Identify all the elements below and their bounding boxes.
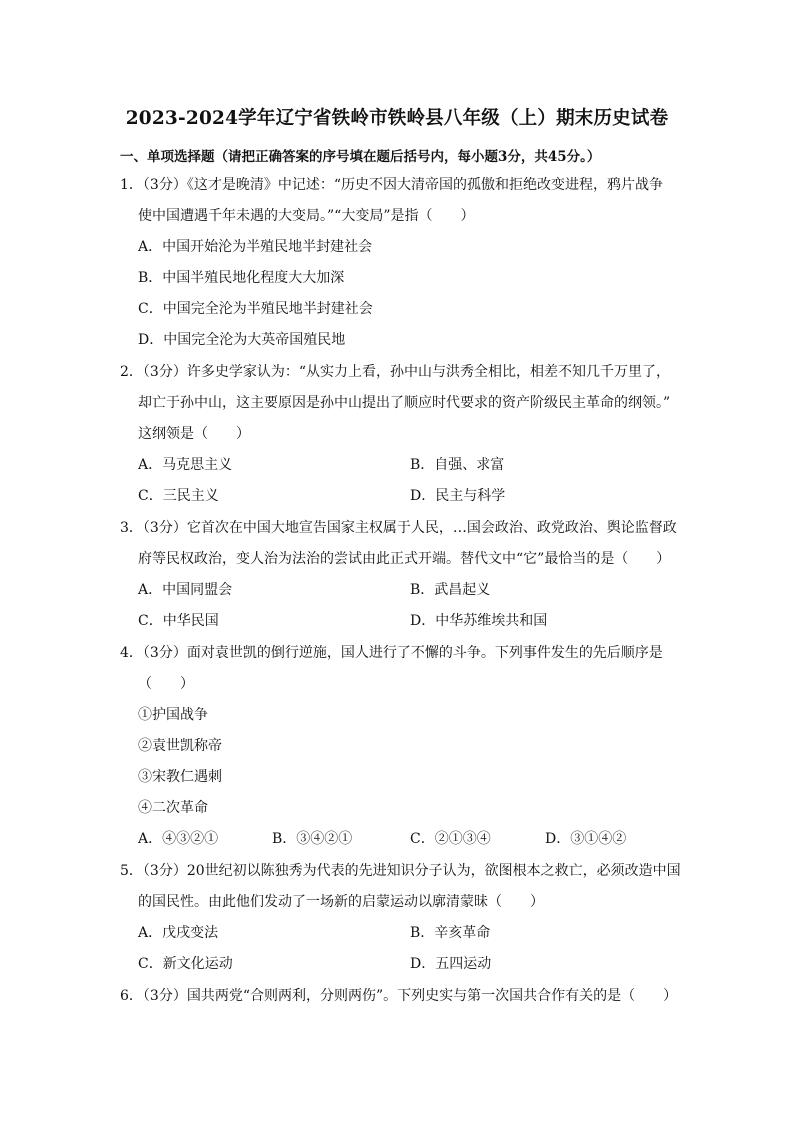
- question-2-line-2: 却亡于孙中山，这主要原因是孙中山提出了顺应时代要求的资产阶级民主革命的纲领。”: [138, 395, 671, 411]
- question-1-line-1: 1．（3分）《这才是晚清》中记述：“历史不因大清帝国的孤傲和拒绝改变进程，鸦片战争: [120, 177, 663, 193]
- question-5-option-a: A．戊戌变法: [138, 925, 219, 941]
- question-5-option-c: C．新文化运动: [138, 956, 233, 972]
- question-5-line-1: 5．（3分）20世纪初以陈独秀为代表的先进知识分子认为，欲图根本之救亡，必须改造中国: [120, 863, 681, 879]
- question-1-option-c: C．中国完全沦为半殖民地半封建社会: [138, 301, 373, 317]
- question-2-line-3: 这纲领是（ ）: [138, 426, 250, 442]
- section-heading: 一、单项选择题（请把正确答案的序号填在题后括号内，每小题3分，共45分。）: [120, 149, 601, 165]
- question-3-line-1: 3．（3分）它首次在中国大地宣告国家主权属于人民，…国会政治、政党政治、舆论监督政: [120, 520, 677, 536]
- question-4-option-a: A．④③②①: [138, 831, 219, 847]
- question-2-option-a: A．马克思主义: [138, 457, 233, 473]
- question-4-line-1: 4．（3分）面对袁世凯的倒行逆施，国人进行了不懈的斗争。下列事件发生的先后顺序是: [120, 645, 663, 661]
- question-5-option-d: D．五四运动: [410, 956, 492, 972]
- question-2-line-1: 2．（3分）许多史学家认为：“从实力上看，孙中山与洪秀全相比，相差不知几千万里了，: [120, 364, 670, 380]
- question-4-item-1: ①护国战争: [138, 707, 208, 723]
- question-1-line-2: 使中国遭遇千年未遇的大变局。”“大变局”是指（ ）: [138, 208, 475, 224]
- question-3-option-b: B．武昌起义: [410, 582, 491, 598]
- question-4-item-4: ④二次革命: [138, 800, 208, 816]
- exam-title: 2023-2024学年辽宁省铁岭市铁岭县八年级（上）期末历史试卷: [125, 108, 669, 129]
- question-3-option-a: A．中国同盟会: [138, 582, 233, 598]
- question-3-option-d: D．中华苏维埃共和国: [410, 613, 548, 629]
- question-4-item-2: ②袁世凯称帝: [138, 738, 222, 754]
- question-4-item-3: ③宋教仁遇刺: [138, 769, 222, 785]
- question-4-option-d: D．③①④②: [545, 831, 627, 847]
- question-5-option-b: B．辛亥革命: [410, 925, 491, 941]
- question-1-option-d: D．中国完全沦为大英帝国殖民地: [138, 332, 346, 348]
- question-2-option-d: D．民主与科学: [410, 488, 506, 504]
- question-6-line-1: 6．（3分）国共两党“合则两利，分则两伤”。下列史实与第一次国共合作有关的是（ ）: [120, 988, 678, 1004]
- question-2-option-b: B．自强、求富: [410, 457, 505, 473]
- question-3-option-c: C．中华民国: [138, 613, 219, 629]
- question-4-option-b: B．③④②①: [272, 831, 353, 847]
- question-4-option-c: C．②①③④: [410, 831, 491, 847]
- question-5-line-2: 的国民性。由此他们发动了一场新的启蒙运动以廓清蒙昧（ ）: [138, 894, 544, 910]
- question-3-line-2: 府等民权政治，变人治为法治的尝试由此正式开端。替代文中“它”最恰当的是（ ）: [138, 551, 671, 567]
- question-1-option-b: B．中国半殖民地化程度大大加深: [138, 270, 345, 286]
- question-4-line-2: （ ）: [138, 676, 194, 692]
- question-1-option-a: A．中国开始沦为半殖民地半封建社会: [138, 239, 373, 255]
- question-2-option-c: C．三民主义: [138, 488, 219, 504]
